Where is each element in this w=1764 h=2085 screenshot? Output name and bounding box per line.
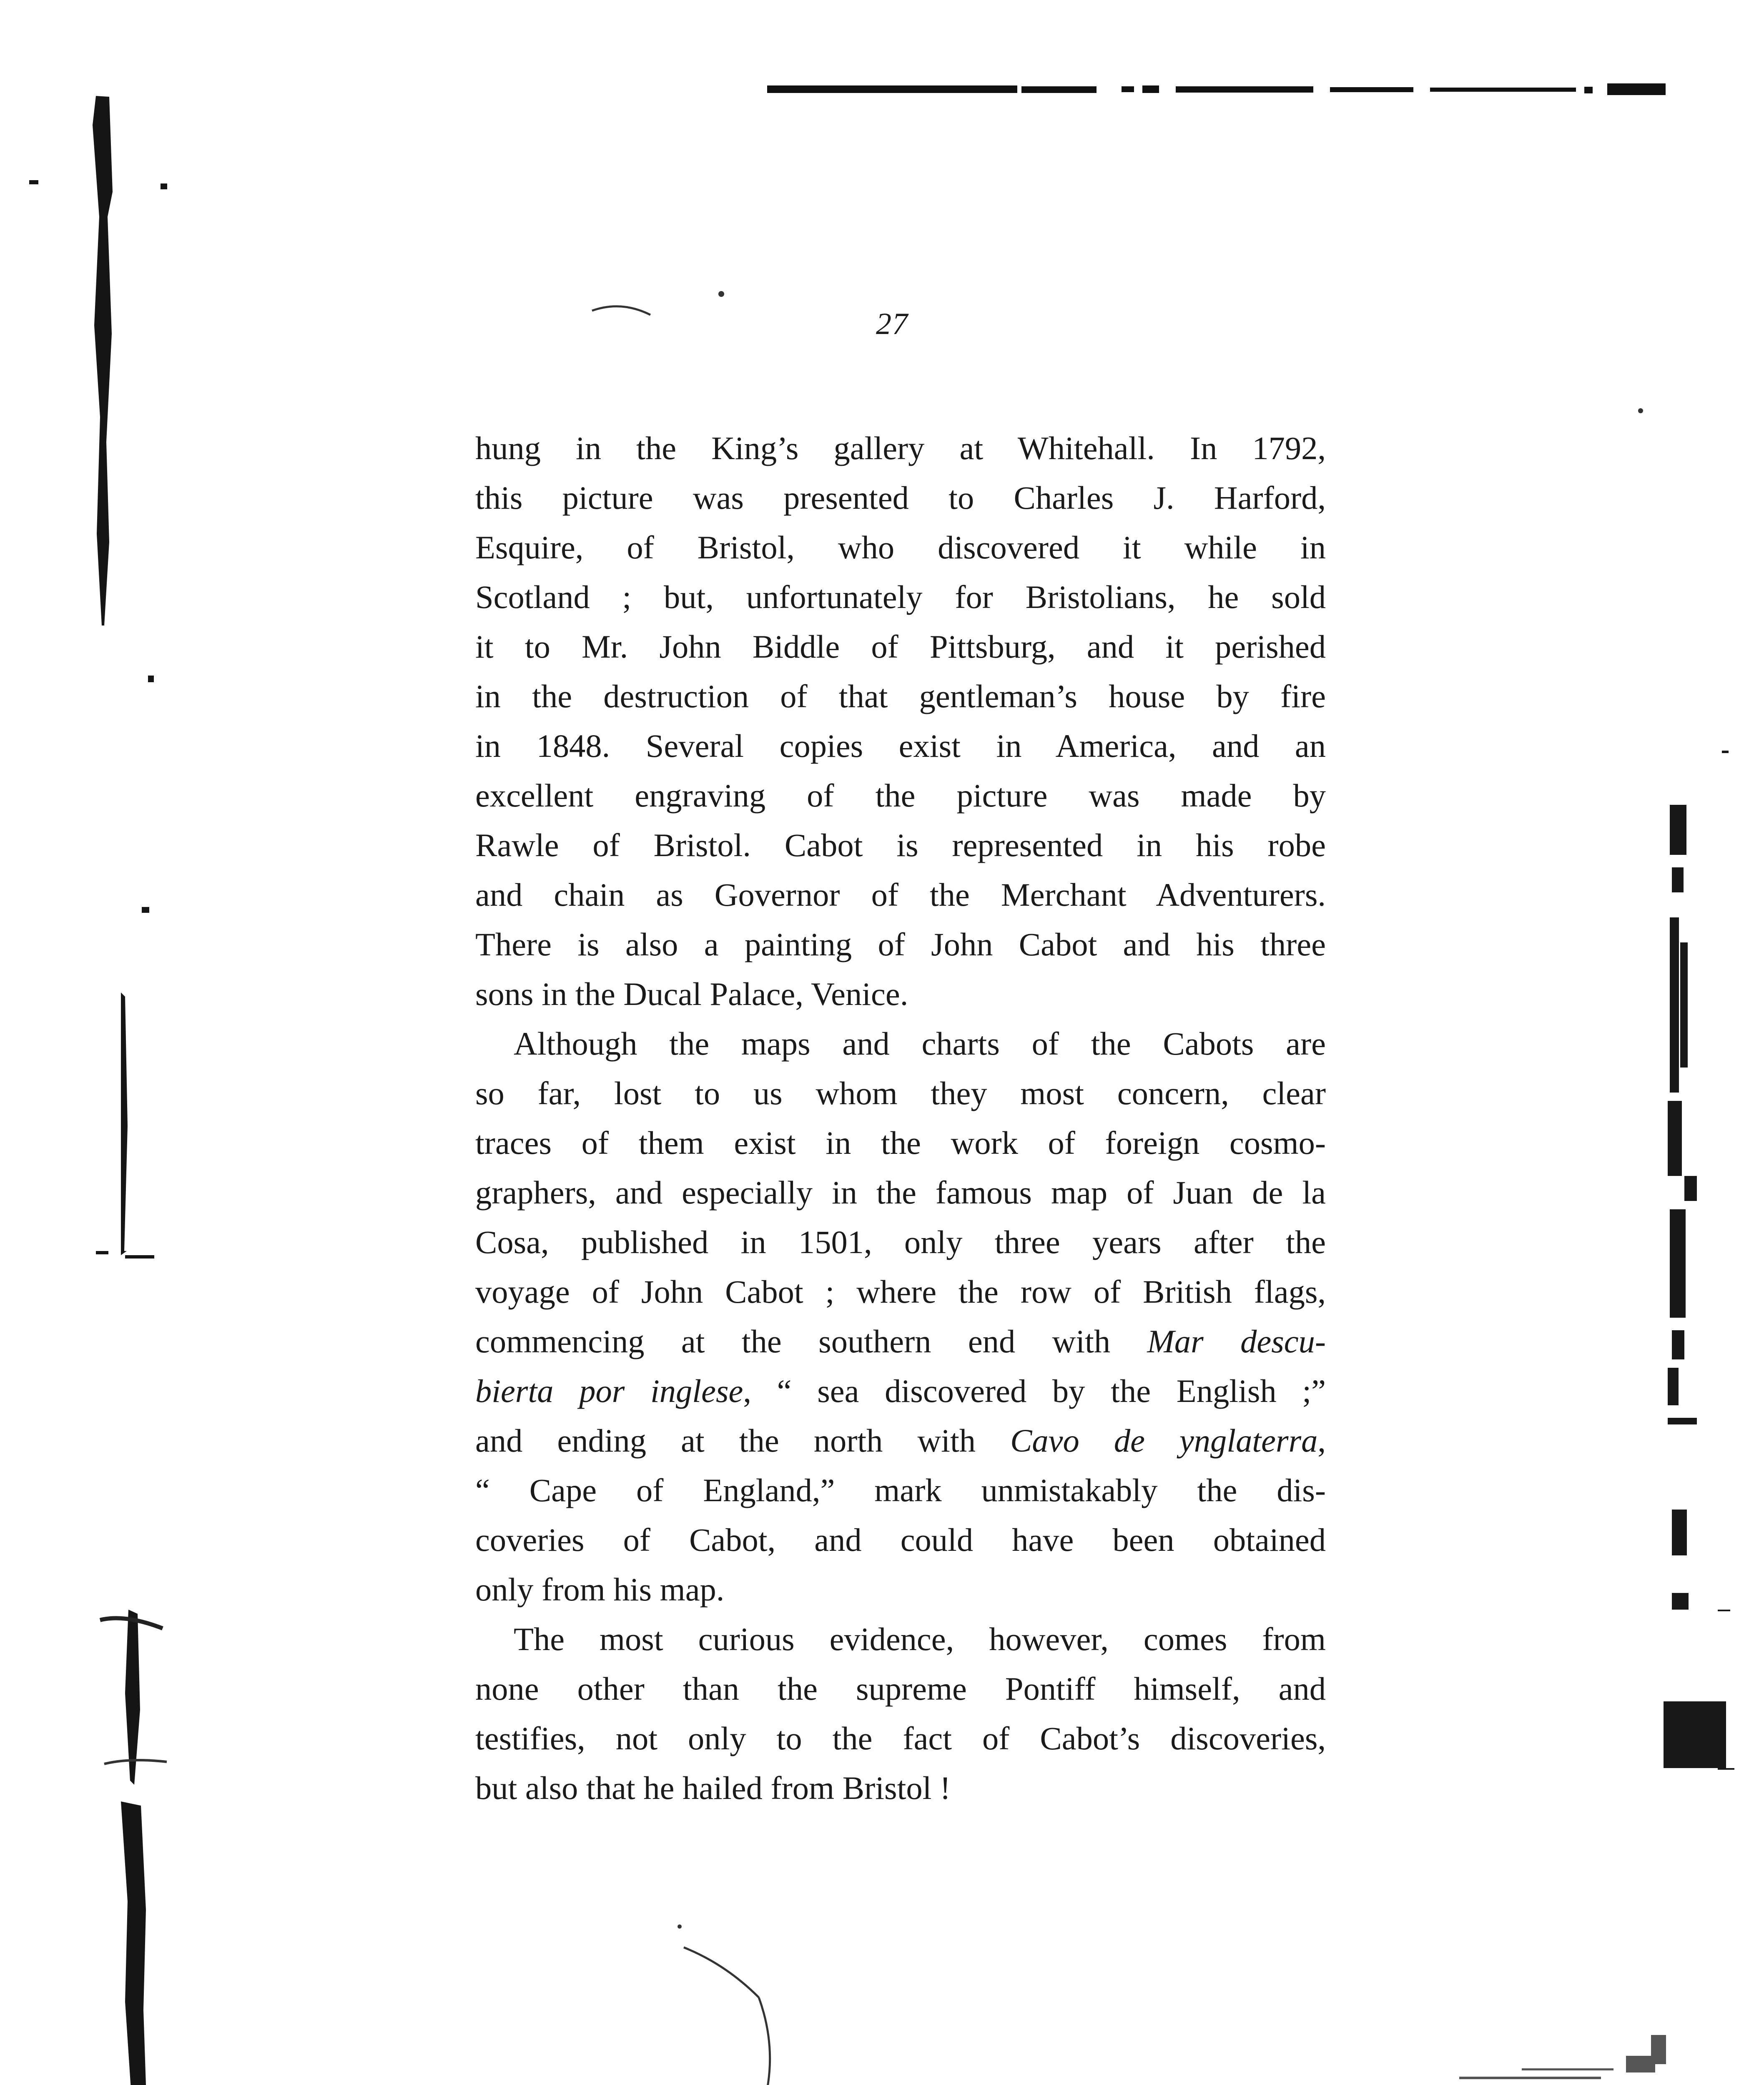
text-line: sons in the Ducal Palace, Venice. [475,976,908,1012]
text-line: voyage of John Cabot ; where the row of British flags, [475,1274,1326,1310]
text-line: graphers, and especially in the famous map of Juan de la [475,1174,1326,1211]
text-run: commencing at the southern end with [475,1323,1147,1359]
text-line: this picture was presented to Charles J. Harford, [475,480,1326,516]
italic-text-run: Cavo de ynglaterra [1010,1422,1318,1459]
italic-text-run: Mar descu- [1147,1323,1326,1359]
text-line: The most curious evidence, however, comes from [514,1621,1326,1657]
text-line: and chain as Governor of the Merchant Adventurers. [475,877,1326,913]
paragraph [475,1614,1326,1813]
text-line: “ Cape of England,” mark unmistakably the dis- [475,1472,1326,1508]
text-line: coveries of Cabot, and could have been obtained [475,1522,1326,1558]
text-line: There is also a painting of John Cabot and his three [475,926,1326,962]
page-number: 27 [876,307,908,341]
left-binding-shadow [29,96,167,2085]
text-line: none other than the supreme Pontiff himself, and [475,1671,1326,1707]
text-line: testifies, not only to the fact of Cabot’s discoveries, [475,1720,1326,1756]
text-run: , “ sea discovered by the English ;” [743,1373,1326,1409]
text-line: hung in the King’s gallery at Whitehall. In 1792, [475,430,1326,466]
text-line: Rawle of Bristol. Cabot is represented in his robe [475,827,1326,863]
text-line: excellent engraving of the picture was made by [475,777,1326,814]
text-line: traces of them exist in the work of foreign cosmo- [475,1125,1326,1161]
text-line: only from his map. [475,1571,725,1608]
text-line [475,1416,1326,1465]
right-edge-noise [1664,751,1734,1770]
text-line: it to Mr. John Biddle of Pittsburg, and it perished [475,628,1326,665]
text-line: in 1848. Several copies exist in America, and an [475,728,1326,764]
text-line: Cosa, published in 1501, only three years after the [475,1224,1326,1260]
paragraph [475,1019,1326,1614]
paragraph [475,423,1326,1019]
text-line: Scotland ; but, unfortunately for Bristolians, he sold [475,579,1326,615]
text-run: and ending at the north with [475,1422,1011,1459]
text-run: , [1317,1422,1326,1459]
text-line: so far, lost to us whom they most concern, clear [475,1075,1326,1111]
text-line: but also that he hailed from Bristol ! [475,1770,951,1806]
text-line [475,1316,1326,1366]
text-line: Esquire, of Bristol, who discovered it while in [475,529,1326,565]
text-line [475,1366,1326,1416]
top-edge-bar [767,83,1666,95]
text-line: Although the maps and charts of the Cabots are [514,1025,1326,1062]
bottom-right-speckle [1459,2035,1666,2079]
italic-text-run: bierta por inglese [475,1373,743,1409]
body-text [475,423,1326,1813]
text-line: in the destruction of that gentleman’s house by fire [475,678,1326,714]
